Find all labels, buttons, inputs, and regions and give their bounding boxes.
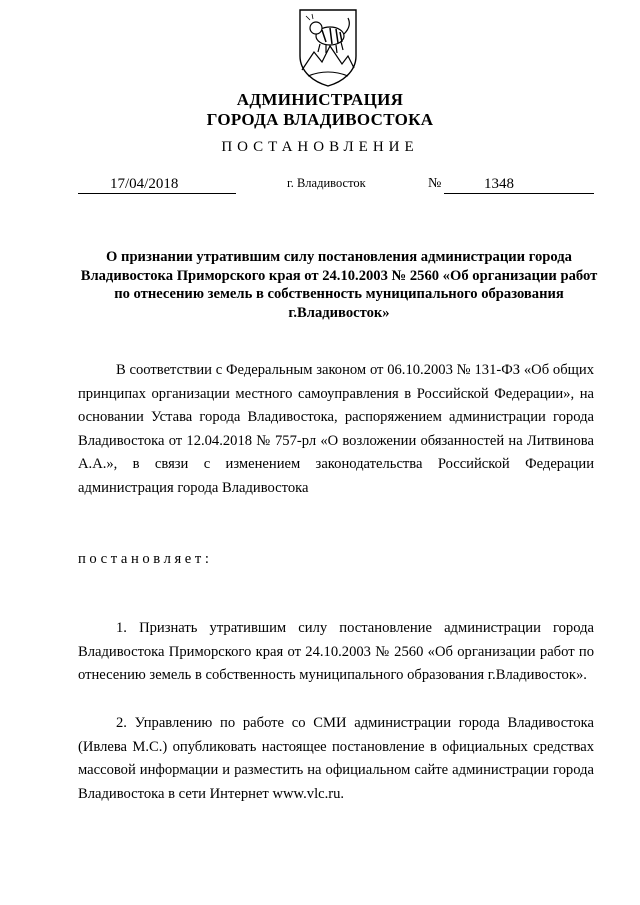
organization-name-line-2: ГОРОДА ВЛАДИВОСТОКА [206,110,434,129]
document-city: г. Владивосток [287,176,366,190]
resolves-word: постановляет: [78,551,213,567]
preamble-paragraph: В соответствии с Федеральным законом от 06.10.2003 № 131-ФЗ «Об общих принципах организации местного самоуправления в Российской Федерации», на основании Устава города Владивостока, распоряжением администрации города Владивостока от 12.04.2018 № 757-рл «О возложении обязанностей на Литвинова А.А.», в связи с изменением законодательства Российской Федерации администрация города Владивостока [78,362,594,496]
number-underline [444,193,594,194]
resolution-item-1: 1. Признать утратившим силу постановление администрации города Владивостока Приморского края от 24.10.2003 № 2560 «Об организации работ по отнесению земель в собственность муниципального образования г.Владивосток». [78,620,594,684]
number-label: № [428,176,442,191]
document-date: 17/04/2018 [110,176,179,192]
date-underline [78,193,236,194]
document-number: 1348 [484,176,514,192]
document-title: О признании утратившим силу постановления администрации города Владивостока Приморского края от 24.10.2003 № 2560 «Об организации работ по отнесению земель в собственность муниципального образования г.Владивосток» [80,249,598,321]
organization-name-line-1: АДМИНИСТРАЦИЯ [236,90,404,109]
resolution-item-2: 2. Управлению по работе со СМИ администрации города Владивостока (Ивлева М.С.) опубликовать настоящее постановление в официальных средствах массовой информации и разместить на официальном сайте администрации города Владивостока в сети Интернет www.vlc.ru. [78,715,594,802]
document-type: ПОСТАНОВЛЕНИЕ [221,139,419,155]
coat-of-arms-emblem [296,6,360,88]
